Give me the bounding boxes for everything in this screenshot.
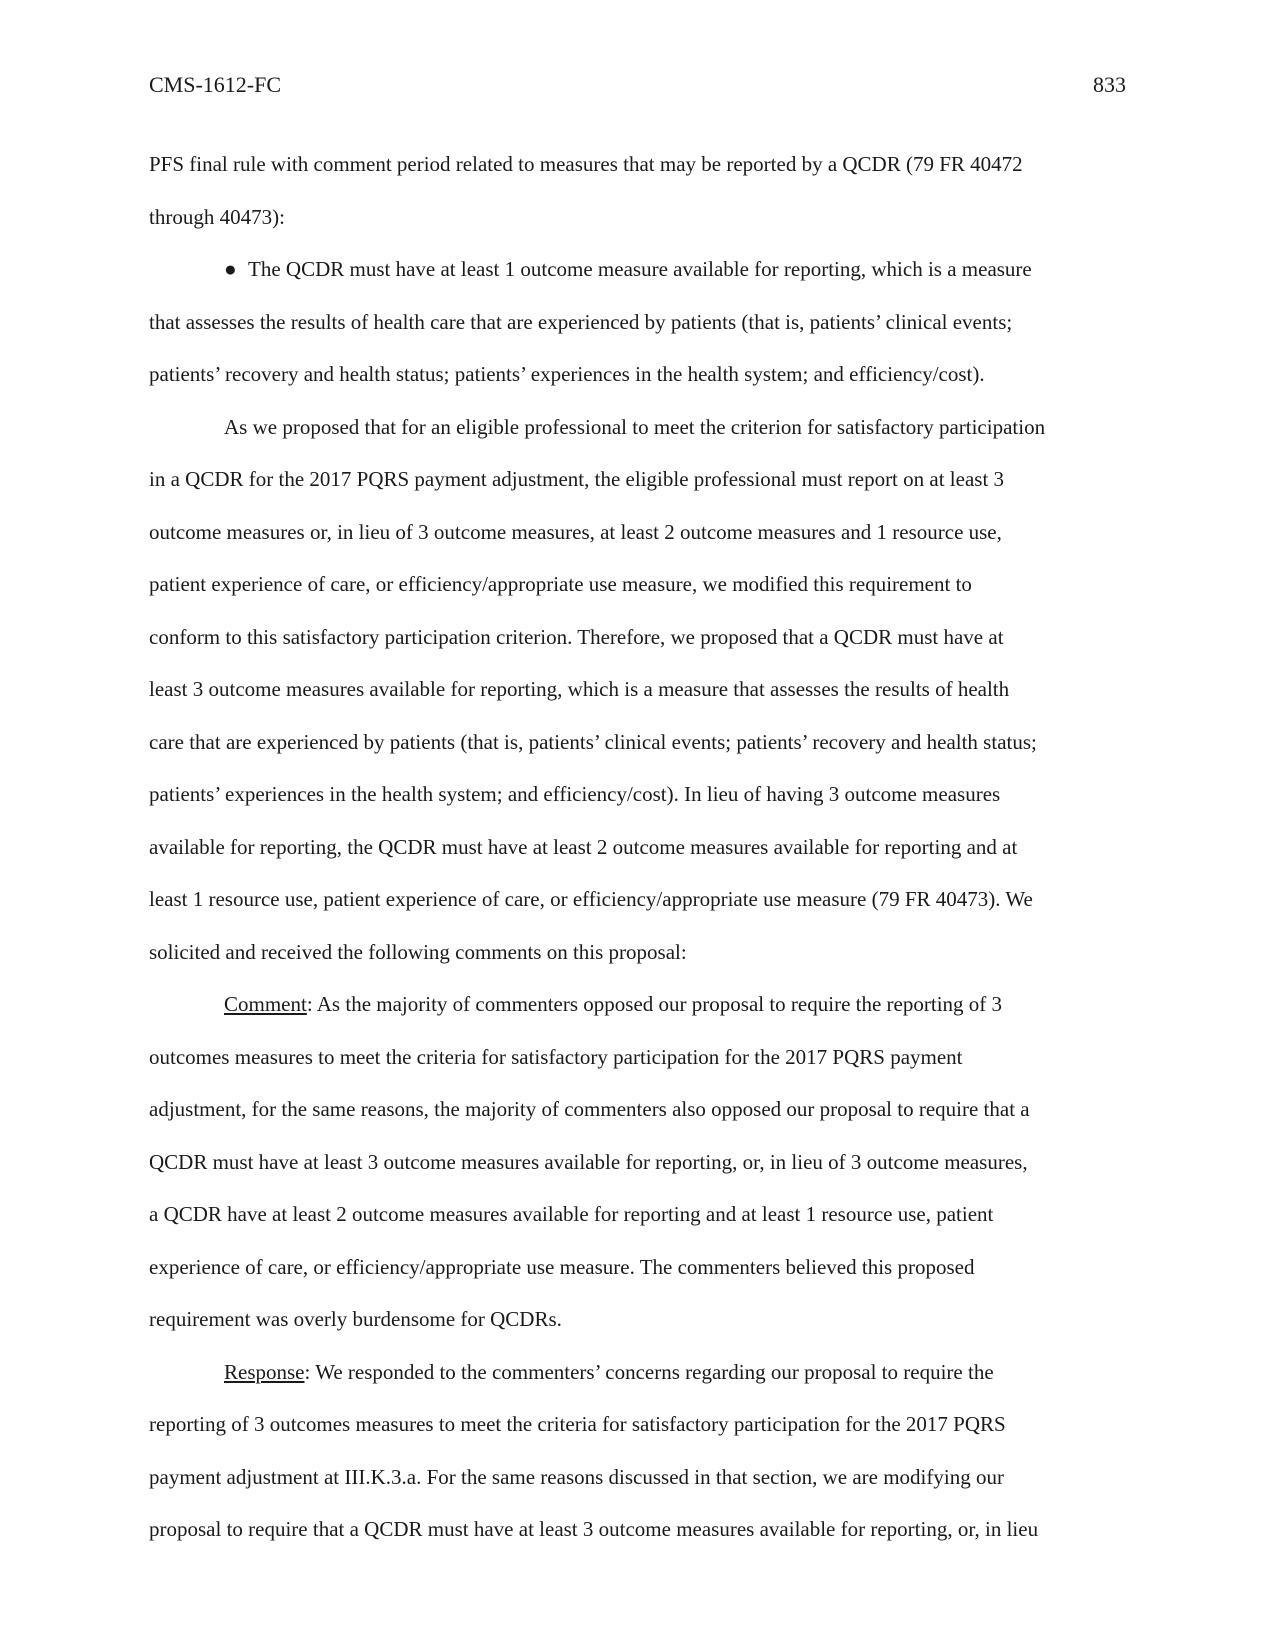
text-line: patient experience of care, or efficiency/appropriate use measure, we modified this requirement to (149, 572, 972, 596)
document-body (149, 138, 1129, 1556)
text-line: As we proposed that for an eligible professional to meet the criterion for satisfactory participation (224, 414, 1046, 439)
page-header (149, 72, 1126, 108)
bullet-icon: ● (224, 257, 237, 281)
text-line: QCDR must have at least 3 outcome measures available for reporting, or, in lieu of 3 outcome measures, (149, 1149, 1028, 1174)
text-line: PFS final rule with comment period related to measures that may be reported by a QCDR (79 FR 40472 (149, 152, 1023, 176)
response-paragraph (149, 1346, 1129, 1556)
text-line: adjustment, for the same reasons, the majority of commenters also opposed our proposal to require that a (149, 1097, 1030, 1121)
page-number: 833 (1093, 72, 1126, 97)
text-line: care that are experienced by patients (that is, patients’ clinical events; patients’ recovery and health status; (149, 729, 1037, 754)
text-line: that assesses the results of health care that are experienced by patients (that is, patients’ clinical events; (149, 309, 1013, 334)
text-line: requirement was overly burdensome for QCDRs. (149, 1307, 562, 1331)
text-line: experience of care, or efficiency/appropriate use measure. The commenters believed this proposed (149, 1254, 975, 1279)
bullet-item (149, 243, 1129, 401)
text-line: outcome measures or, in lieu of 3 outcome measures, at least 2 outcome measures and 1 resource use, (149, 519, 1002, 544)
text-line: conform to this satisfactory participation criterion. Therefore, we proposed that a QCDR must have at (149, 624, 1004, 649)
intro-paragraph (149, 138, 1129, 243)
document-id: CMS-1612-FC (149, 72, 282, 97)
text-line: available for reporting, the QCDR must have at least 2 outcome measures available for reporting and at (149, 834, 1018, 859)
comment-label: Comment (224, 992, 307, 1016)
text-line: The QCDR must have at least 1 outcome measure available for reporting, which is a measure (248, 257, 1032, 281)
text-line: reporting of 3 outcomes measures to meet the criteria for satisfactory participation for the 2017 PQRS (149, 1412, 1006, 1436)
text-line: solicited and received the following comments on this proposal: (149, 939, 687, 964)
text-line: payment adjustment at III.K.3.a. For the same reasons discussed in that section, we are modifying our (149, 1464, 1004, 1489)
text-line: outcomes measures to meet the criteria for satisfactory participation for the 2017 PQRS payment (149, 1044, 963, 1069)
text-line: patients’ recovery and health status; patients’ experiences in the health system; and efficiency/cost). (149, 362, 985, 386)
comment-paragraph (149, 978, 1129, 1346)
text-line: proposal to require that a QCDR must have at least 3 outcome measures available for reporting, or, in lieu (149, 1517, 1039, 1541)
paragraph (149, 401, 1129, 979)
text-line: least 1 resource use, patient experience of care, or efficiency/appropriate use measure (79 FR 40473). We (149, 887, 1033, 911)
response-label: Response (224, 1359, 305, 1384)
text-line: a QCDR have at least 2 outcome measures available for reporting and at least 1 resource use, patient (149, 1202, 994, 1226)
text-line: patients’ experiences in the health system; and efficiency/cost). In lieu of having 3 outcome measures (149, 782, 1001, 806)
text-line: : As the majority of commenters opposed our proposal to require the reporting of 3 (306, 992, 1003, 1016)
text-line: through 40473): (149, 204, 285, 229)
text-line: least 3 outcome measures available for reporting, which is a measure that assesses the results of health (149, 677, 1010, 701)
text-line: : We responded to the commenters’ concerns regarding our proposal to require the (304, 1359, 994, 1384)
text-line: in a QCDR for the 2017 PQRS payment adjustment, the eligible professional must report on at least 3 (149, 467, 1005, 491)
